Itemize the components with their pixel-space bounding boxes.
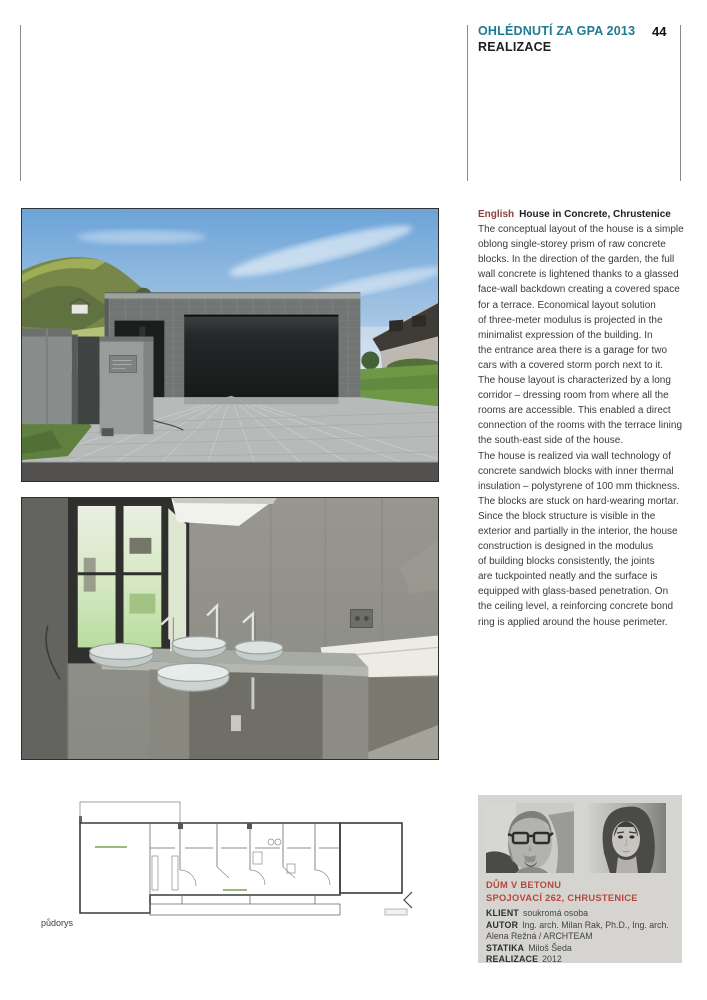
article-text-line: connection of the rooms with the terrace lining bbox=[478, 420, 682, 432]
floor-plan-caption: půdorys bbox=[41, 918, 74, 928]
article-text-line: cars with a covered storm porch next to it. bbox=[478, 359, 664, 371]
article-title: House in Concrete, Chrustenice bbox=[519, 209, 671, 220]
field-statika: STATIKA Miloš Šeda bbox=[486, 942, 572, 953]
header-left-rule bbox=[467, 25, 468, 181]
article-text-line: face-wall backdown creating a covered space bbox=[478, 284, 680, 296]
article-text-line: The house layout is characterized by a long bbox=[478, 375, 671, 387]
field-realizace: REALIZACE 2012 bbox=[486, 954, 562, 965]
article-text-line: wall concrete is lightened thanks to a glassed bbox=[478, 269, 679, 281]
article-text-line: minimalist expression of the building. In bbox=[478, 329, 653, 341]
article-text-line: the south-east side of the house. bbox=[478, 435, 624, 447]
man-portrait-graphic bbox=[486, 803, 574, 873]
article-text-line: corridor – dressing room from where all the bbox=[478, 390, 669, 402]
project-address: SPOJOVACÍ 262, CHRUSTENICE bbox=[486, 893, 638, 903]
house-exterior-graphic bbox=[22, 209, 438, 481]
article-text-line: construction is designed in the modulus bbox=[478, 541, 654, 553]
article-text-line: insulation – polystyrene of 100 mm thickness. bbox=[478, 480, 680, 492]
article-body bbox=[478, 222, 697, 630]
woman-portrait-graphic bbox=[588, 803, 666, 873]
header-right-rule bbox=[680, 25, 681, 181]
article-title-line bbox=[478, 207, 697, 222]
page-title: OHLÉDNUTÍ ZA GPA 2013 bbox=[478, 24, 636, 38]
project-fields bbox=[486, 908, 674, 966]
article-text-line: oblong single-storey prism of raw concrete bbox=[478, 239, 666, 251]
article-text-line: concrete sandwich blocks with inner thermal bbox=[478, 465, 674, 477]
article-text-line: exterior and partially in the interior, the house bbox=[478, 525, 678, 537]
article-text-line: ring is applied around the house perimeter. bbox=[478, 616, 668, 628]
field-klient: KLIENT soukromá osoba bbox=[486, 908, 589, 918]
field-autor: AUTOR Ing. arch. Milan Rak, Ph.D., Ing. arch. Alena Režná / ARCHTEAM bbox=[486, 919, 669, 942]
page-subtitle: REALIZACE bbox=[478, 40, 552, 54]
bathroom-interior-graphic bbox=[22, 498, 438, 759]
article-text-line: are tuckpointed neatly and the surface is bbox=[478, 571, 658, 583]
article-text-line: equipped with glass-based penetration. On bbox=[478, 586, 669, 598]
project-title: DŮM V BETONU bbox=[486, 880, 562, 890]
author-portraits bbox=[486, 803, 674, 873]
article-text-line: blocks. In the direction of the garden, the full bbox=[478, 254, 675, 266]
article-text-line: The blocks are stuck on hard-wearing mortar. bbox=[478, 495, 679, 507]
portrait-woman bbox=[588, 803, 666, 873]
article-text-line: for a terrace. Economical layout solution bbox=[478, 299, 656, 311]
article-text-line: Since the block structure is visible in the bbox=[478, 510, 656, 522]
article-text-line: the entrance area there is a garage for two bbox=[478, 344, 668, 356]
article-text-line: the ceiling level, a reinforcing concrete bond bbox=[478, 601, 674, 613]
article-text-line: The house is realized via wall technology of bbox=[478, 450, 671, 462]
article-text-line: The conceptual layout of the house is a simple bbox=[478, 224, 684, 236]
exterior-photo bbox=[21, 208, 439, 482]
floor-plan-drawing bbox=[35, 792, 420, 940]
article-text-line: of building blocks consistently, the joints bbox=[478, 556, 655, 568]
article-text-line: of three-meter modulus is projected in the bbox=[478, 314, 663, 326]
page-number: 44 bbox=[652, 24, 667, 39]
article-column bbox=[478, 207, 697, 630]
interior-photo bbox=[21, 497, 439, 760]
article-text-line: rooms are accessible. This enabled a direct bbox=[478, 405, 671, 417]
language-label: English bbox=[478, 209, 515, 220]
portrait-man bbox=[486, 803, 574, 873]
left-margin-rule bbox=[20, 25, 21, 181]
project-card bbox=[478, 795, 682, 963]
